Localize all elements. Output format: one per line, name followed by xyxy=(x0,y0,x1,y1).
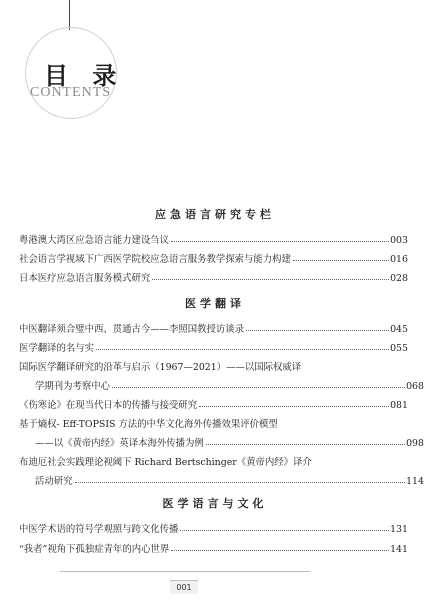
toc-entry-page: 081 xyxy=(390,400,408,411)
toc-entry-title: “我者”视角下孤独症青年的内心世界 xyxy=(19,544,170,555)
section-heading-emergency-language: 应急语言研究专栏 xyxy=(155,208,275,221)
toc-entry[interactable] xyxy=(19,435,424,451)
toc-entry-page: 028 xyxy=(390,273,408,284)
toc-entry[interactable] xyxy=(19,473,424,489)
leader-dots xyxy=(180,529,389,531)
toc-entry-first-line[interactable] xyxy=(19,416,408,432)
leader-dots xyxy=(246,329,389,331)
toc-entry-page: 114 xyxy=(406,476,424,487)
toc-entry[interactable] xyxy=(19,232,408,248)
toc-entry-page: 098 xyxy=(406,438,424,449)
toc-entry-title: 粤港澳大湾区应急语言能力建设刍议 xyxy=(19,235,170,246)
page-number: 001 xyxy=(170,580,198,594)
decorative-vertical-line xyxy=(69,0,70,30)
leader-dots xyxy=(171,549,389,551)
page-subtitle: CONTENTS xyxy=(30,85,112,100)
leader-dots xyxy=(96,348,389,350)
page-title: 目 录 xyxy=(44,61,125,90)
toc-entry-page: 055 xyxy=(390,343,408,354)
toc-entry[interactable] xyxy=(19,521,408,537)
toc-entry-page: 003 xyxy=(390,235,408,246)
footer-rule xyxy=(60,571,310,572)
toc-entry-title: 布迪厄社会实践理论视阈下 Richard Bertschinger《黄帝内经》译介 xyxy=(19,457,312,468)
leader-dots xyxy=(171,240,389,242)
toc-entry-title: 中医翻译须合璧中西、贯通古今——李照国教授访谈录 xyxy=(19,324,245,335)
toc-entry-page: 068 xyxy=(406,381,424,392)
toc-entry[interactable] xyxy=(19,321,408,337)
toc-entry-title-cont: ——以《黄帝内经》英译本海外传播为例 xyxy=(35,438,204,449)
toc-entry-title: 日本医疗应急语言服务模式研究 xyxy=(19,273,151,284)
toc-entry[interactable] xyxy=(19,378,424,394)
leader-dots xyxy=(293,259,389,261)
toc-entry-title: 《伤寒论》在现当代日本的传播与接受研究 xyxy=(19,400,198,411)
leader-dots xyxy=(206,443,405,445)
toc-entry[interactable] xyxy=(19,251,408,267)
toc-entry-title: 基于熵权- Eff-TOPSIS 方法的中华文化海外传播效果评价模型 xyxy=(19,419,278,430)
leader-dots xyxy=(152,278,389,280)
toc-entry-page: 131 xyxy=(390,524,408,535)
toc-entry[interactable] xyxy=(19,397,408,413)
toc-entry[interactable] xyxy=(19,340,408,356)
toc-entry[interactable] xyxy=(19,270,408,286)
toc-entry[interactable] xyxy=(19,541,408,557)
toc-entry-page: 045 xyxy=(390,324,408,335)
toc-entry-title-cont: 学期刊为考察中心 xyxy=(35,381,111,392)
leader-dots xyxy=(75,481,406,483)
toc-entry-page: 016 xyxy=(390,254,408,265)
toc-entry-first-line[interactable] xyxy=(19,454,408,470)
toc-entry-title: 中医学术语的符号学观照与跨文化传播 xyxy=(19,524,179,535)
leader-dots xyxy=(199,405,389,407)
toc-entry-first-line[interactable] xyxy=(19,359,408,375)
toc-entry-page: 141 xyxy=(390,544,408,555)
toc-entry-title: 社会语言学视域下广西医学院校应急语言服务教学探索与能力构建 xyxy=(19,254,291,265)
toc-entry-title-cont: 活动研究 xyxy=(35,476,73,487)
toc-entry-title: 国际医学翻译研究的沿革与启示（1967—2021）——以国际权威译 xyxy=(19,362,302,373)
section-heading-medical-language-culture: 医学语言与文化 xyxy=(162,497,268,510)
toc-entry-title: 医学翻译的名与实 xyxy=(19,343,95,354)
leader-dots xyxy=(112,386,405,388)
section-heading-medical-translation: 医学翻译 xyxy=(185,297,245,310)
